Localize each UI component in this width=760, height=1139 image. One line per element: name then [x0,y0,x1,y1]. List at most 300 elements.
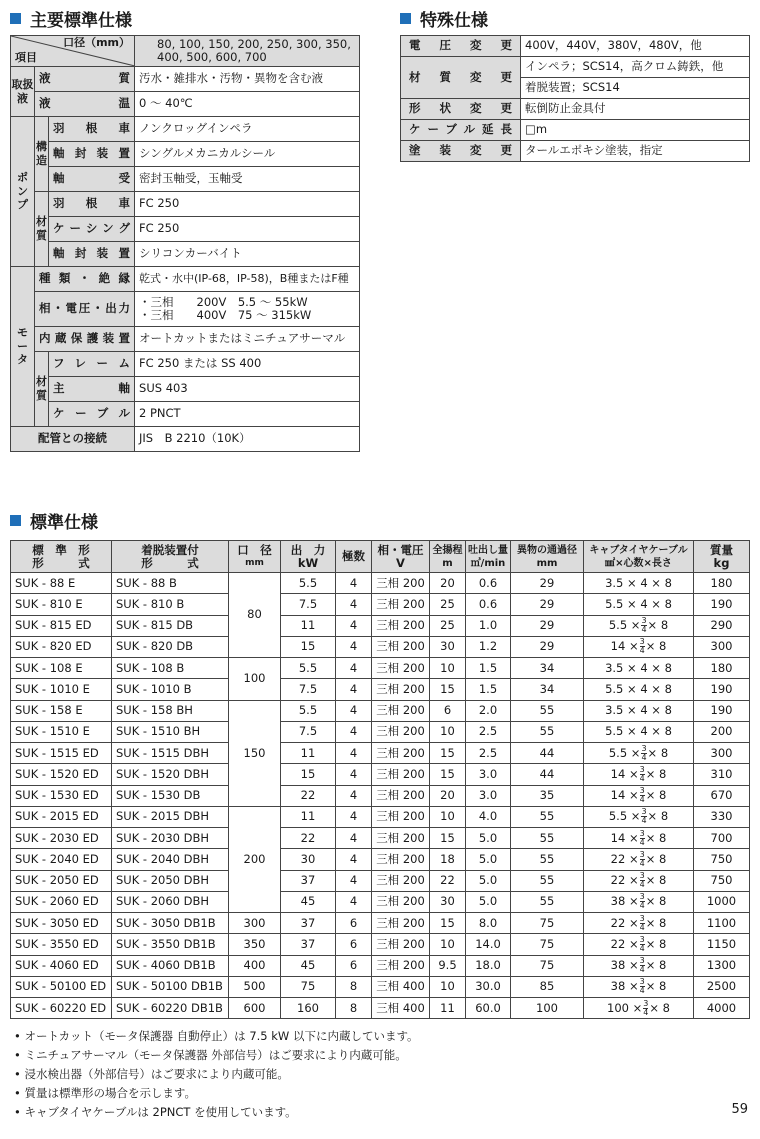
cable-size: 38 × [610,894,639,909]
cell-solid: 34 [511,679,584,700]
cell-poles: 4 [336,743,372,764]
cell-solid: 29 [511,615,584,636]
fraction-denominator: 4 [639,795,645,805]
cell-poles: 4 [336,828,372,849]
row-label-casing: ケーシング [49,217,135,242]
cell-mass: 1000 [694,891,750,912]
cell-flow: 5.0 [466,828,511,849]
cell-mass: 180 [694,658,750,679]
cell-model: SUK - 2015 ED [11,806,112,827]
cell-model: SUK - 108 E [11,658,112,679]
cell-solid: 55 [511,849,584,870]
cell-mass: 750 [694,870,750,891]
cell-model: SUK - 2030 ED [11,828,112,849]
row-label-shaft: 主軸 [49,377,135,402]
cell-cable: 3.5 × 4 × 8 [584,700,694,721]
cell-mass: 700 [694,828,750,849]
special-label-shape: 形状変更 [401,99,521,120]
cell-mass: 330 [694,806,750,827]
cell-mass: 300 [694,636,750,657]
cell-head: 15 [430,913,466,934]
fraction-numerator: 3 [641,616,647,626]
bullet-square-icon [10,13,21,24]
cell-cable: 5.5 × 4 × 8 [584,594,694,615]
cell-detach: SUK - 3550 DB1B [112,934,229,955]
cell-solid: 44 [511,764,584,785]
cell-output: 7.5 [281,679,336,700]
cable-length: × 8 [649,1000,670,1015]
cell-detach: SUK - 2050 DBH [112,870,229,891]
cell-model: SUK - 2040 ED [11,849,112,870]
fraction-denominator: 4 [641,816,647,826]
fraction-denominator: 4 [639,880,645,890]
table-row [11,785,750,806]
cell-solid: 55 [511,700,584,721]
cell-output: 5.5 [281,658,336,679]
cell-cable [584,955,694,976]
cable-fraction [640,830,645,847]
cable-size: 22 × [610,936,639,951]
cable-length: × 8 [645,915,667,930]
col-detach: 着脱装置付 形 式 [112,541,229,573]
cell-poles: 4 [336,615,372,636]
cell-head: 30 [430,636,466,657]
cell-flow: 18.0 [466,955,511,976]
cell-flow: 14.0 [466,934,511,955]
cell-bore: 400 [229,955,281,976]
cable-size: 5.5 × [608,745,641,760]
cell-poles: 4 [336,764,372,785]
row-label-phase: 相・電圧・出力 [35,292,135,327]
cell-output: 75 [281,976,336,997]
cell-poles: 4 [336,806,372,827]
fraction-denominator: 4 [639,773,645,783]
cell-detach: SUK - 88 B [112,573,229,594]
cell-flow: 5.0 [466,891,511,912]
cell-volt: 三相 200 [372,636,430,657]
table-row [11,870,750,891]
cable-size: 14 × [610,788,639,803]
cell-model: SUK - 2060 ED [11,891,112,912]
cell-flow: 4.0 [466,806,511,827]
cell-cable: 3.5 × 4 × 8 [584,658,694,679]
cell-solid: 44 [511,743,584,764]
cell-head: 15 [430,743,466,764]
cable-size: 38 × [610,958,639,973]
bullet-square-icon [400,13,411,24]
notes [14,1027,419,1122]
cell-poles: 6 [336,955,372,976]
cable-fraction [643,1000,648,1017]
special-value-material-2: 着脱装置；SCS14 [521,78,750,99]
cell-flow: 1.2 [466,636,511,657]
cell-volt: 三相 400 [372,976,430,997]
cell-flow: 5.0 [466,870,511,891]
cell-detach: SUK - 108 B [112,658,229,679]
fraction-numerator: 3 [639,849,645,859]
cell-head: 15 [430,764,466,785]
cell-head: 6 [430,700,466,721]
cell-head: 25 [430,594,466,615]
special-spec-table [400,35,750,162]
cell-volt: 三相 200 [372,594,430,615]
cell-volt: 三相 200 [372,700,430,721]
cell-cable [584,636,694,657]
cell-bore: 100 [229,658,281,701]
cell-poles: 8 [336,976,372,997]
fraction-denominator: 4 [639,965,645,975]
cable-size: 100 × [607,1000,643,1015]
cell-solid: 29 [511,573,584,594]
table-row [11,743,750,764]
cell-model: SUK - 1515 ED [11,743,112,764]
fraction-denominator: 4 [639,646,645,656]
cable-length: × 8 [645,830,667,845]
cell-output: 22 [281,785,336,806]
table-row [11,764,750,785]
fraction-denominator: 4 [639,837,645,847]
sub-material-motor: 材質 [35,352,49,427]
table-row [11,573,750,594]
special-label-voltage: 電圧変更 [401,36,521,57]
row-label-temp: 液温 [35,92,135,117]
cell-output: 11 [281,615,336,636]
fraction-denominator: 4 [641,752,647,762]
cell-solid: 55 [511,828,584,849]
cell-solid: 35 [511,785,584,806]
cell-model: SUK - 4060 ED [11,955,112,976]
col-bore: 口 径 mm [229,541,281,573]
cell-head: 20 [430,573,466,594]
cable-length: × 8 [645,766,667,781]
cell-cable: 3.5 × 4 × 8 [584,573,694,594]
cell-detach: SUK - 810 B [112,594,229,615]
fraction-numerator: 3 [639,934,645,944]
cell-output: 15 [281,636,336,657]
cell-poles: 4 [336,594,372,615]
cell-detach: SUK - 1510 BH [112,721,229,742]
fraction-denominator: 4 [641,625,647,635]
row-label-impeller-mat: 羽根車 [49,192,135,217]
cell-cable [584,998,694,1019]
cell-mass: 310 [694,764,750,785]
fraction-numerator: 3 [639,828,645,838]
cell-model: SUK - 1520 ED [11,764,112,785]
cell-head: 10 [430,976,466,997]
main-spec-table [10,35,360,452]
cable-fraction [640,851,645,868]
cell-flow: 0.6 [466,594,511,615]
cell-mass: 2500 [694,976,750,997]
cell-poles: 4 [336,870,372,891]
cell-solid: 100 [511,998,584,1019]
cell-head: 11 [430,998,466,1019]
row-value-phase: ・三相 200V 5.5 ～ 55kW ・三相 400V 75 ～ 315kW [135,292,360,327]
cell-mass: 1300 [694,955,750,976]
fraction-numerator: 3 [639,892,645,902]
cell-volt: 三相 200 [372,658,430,679]
col-head: 全揚程 m [430,541,466,573]
cell-poles: 4 [336,573,372,594]
cell-output: 7.5 [281,594,336,615]
cell-head: 10 [430,806,466,827]
cell-volt: 三相 200 [372,870,430,891]
cable-length: × 8 [647,809,669,824]
table-row [11,828,750,849]
cell-head: 10 [430,721,466,742]
cell-flow: 2.5 [466,721,511,742]
row-value-shaft: SUS 403 [135,377,360,402]
cell-bore: 600 [229,998,281,1019]
cell-solid: 85 [511,976,584,997]
cell-model: SUK - 3550 ED [11,934,112,955]
cell-mass: 190 [694,700,750,721]
main-spec-heading: 主要標準仕様 [10,6,132,31]
cell-output: 30 [281,849,336,870]
cell-mass: 290 [694,615,750,636]
fraction-numerator: 3 [639,956,645,966]
cell-cable [584,785,694,806]
cell-cable [584,615,694,636]
cell-output: 45 [281,955,336,976]
cable-length: × 8 [645,788,667,803]
col-solid: 異物の通過径 mm [511,541,584,573]
cell-poles: 4 [336,700,372,721]
cell-bore: 80 [229,573,281,658]
cell-volt: 三相 200 [372,828,430,849]
row-label-seal-mat: 軸封装置 [49,242,135,267]
cell-model: SUK - 50100 ED [11,976,112,997]
cable-length: × 8 [645,958,667,973]
cell-solid: 75 [511,955,584,976]
cell-volt: 三相 200 [372,913,430,934]
col-output: 出 力 kW [281,541,336,573]
cell-cable: 5.5 × 4 × 8 [584,679,694,700]
cell-solid: 55 [511,806,584,827]
cell-output: 11 [281,806,336,827]
note-item: • キャブタイヤケーブルは 2PNCT を使用しています。 [14,1105,297,1119]
standard-spec-heading: 標準仕様 [10,508,98,533]
cell-cable [584,976,694,997]
cell-detach: SUK - 1530 DB [112,785,229,806]
cell-output: 5.5 [281,573,336,594]
cell-output: 37 [281,913,336,934]
cell-model: SUK - 88 E [11,573,112,594]
cell-head: 9.5 [430,955,466,976]
special-label-paint: 塗装変更 [401,141,521,162]
fraction-numerator: 3 [639,977,645,987]
row-label-liquid: 液質 [35,67,135,92]
special-value-cable: □m [521,120,750,141]
cable-fraction [640,936,645,953]
cell-model: SUK - 158 E [11,700,112,721]
row-value-pipe: JIS B 2210（10K） [135,427,360,452]
note-item: • 浸水検出器（外部信号）はご要求により内蔵可能。 [14,1067,289,1081]
cell-detach: SUK - 2030 DBH [112,828,229,849]
row-label-pipe: 配管との接続 [11,427,135,452]
row-value-frame: FC 250 または SS 400 [135,352,360,377]
row-value-cable: 2 PNCT [135,402,360,427]
cell-head: 10 [430,658,466,679]
cell-output: 22 [281,828,336,849]
table-row [11,998,750,1019]
fraction-denominator: 4 [639,922,645,932]
cell-bore: 200 [229,806,281,912]
cell-bore: 150 [229,700,281,806]
caliber-values: 80, 100, 150, 200, 250, 300, 350, 400, 500, 600, 700 [135,36,360,67]
note-item: • ミニチュアサーマル（モータ保護器 外部信号）はご要求により内蔵可能。 [14,1048,407,1062]
fraction-denominator: 4 [639,986,645,996]
special-value-voltage: 400V，440V，380V，480V，他 [521,36,750,57]
fraction-numerator: 3 [641,807,647,817]
cable-fraction [641,745,646,762]
cell-detach: SUK - 2040 DBH [112,849,229,870]
cell-detach: SUK - 2060 DBH [112,891,229,912]
cell-model: SUK - 820 ED [11,636,112,657]
cell-model: SUK - 3050 ED [11,913,112,934]
fraction-denominator: 4 [639,901,645,911]
cell-head: 18 [430,849,466,870]
cable-fraction [640,957,645,974]
cell-cable [584,913,694,934]
cell-volt: 三相 400 [372,998,430,1019]
cell-model: SUK - 1510 E [11,721,112,742]
cell-poles: 4 [336,721,372,742]
cell-poles: 6 [336,934,372,955]
cell-detach: SUK - 2015 DBH [112,806,229,827]
table-row [11,636,750,657]
cell-cable: 5.5 × 4 × 8 [584,721,694,742]
col-flow: 吐出し量 ㎥/min [466,541,511,573]
cell-output: 37 [281,934,336,955]
special-value-shape: 転倒防止金具付 [521,99,750,120]
sub-material-pump: 材質 [35,192,49,267]
cable-size: 14 × [610,766,639,781]
cell-solid: 55 [511,891,584,912]
cell-flow: 30.0 [466,976,511,997]
cell-detach: SUK - 1520 DBH [112,764,229,785]
table-row [11,934,750,955]
special-spec-heading: 特殊仕様 [400,6,488,31]
cell-head: 20 [430,785,466,806]
cell-head: 10 [430,934,466,955]
note-item: • オートカット（モータ保護器 自動停止）は 7.5 kW 以下に内蔵しています。 [14,1029,419,1043]
fraction-denominator: 4 [639,858,645,868]
cell-volt: 三相 200 [372,764,430,785]
cell-mass: 1100 [694,913,750,934]
col-model: 標 準 形 形 式 [11,541,112,573]
cell-detach: SUK - 1010 B [112,679,229,700]
cell-mass: 300 [694,743,750,764]
cell-volt: 三相 200 [372,955,430,976]
cell-volt: 三相 200 [372,849,430,870]
row-label-protect: 内蔵保護装置 [35,327,135,352]
cell-flow: 8.0 [466,913,511,934]
cell-volt: 三相 200 [372,785,430,806]
cell-output: 5.5 [281,700,336,721]
cell-volt: 三相 200 [372,891,430,912]
cell-poles: 4 [336,785,372,806]
cell-flow: 3.0 [466,764,511,785]
cell-mass: 190 [694,594,750,615]
sub-structure: 構造 [35,117,49,192]
cell-solid: 55 [511,721,584,742]
cell-bore: 500 [229,976,281,997]
row-value-impeller: ノンクロッグインペラ [135,117,360,142]
cell-mass: 1150 [694,934,750,955]
cell-head: 15 [430,828,466,849]
table-row [11,594,750,615]
cell-detach: SUK - 3050 DB1B [112,913,229,934]
cell-solid: 75 [511,934,584,955]
cell-solid: 34 [511,658,584,679]
special-label-cable: ケーブル延長 [401,120,521,141]
standard-spec-table [10,540,750,1019]
cable-fraction [640,872,645,889]
cell-output: 15 [281,764,336,785]
cell-volt: 三相 200 [372,573,430,594]
cell-head: 22 [430,870,466,891]
col-cable: キャブタイヤケーブル ㎟×心数×長さ [584,541,694,573]
table-row [11,721,750,742]
row-value-impeller-mat: FC 250 [135,192,360,217]
table-row [11,658,750,679]
cable-size: 22 × [610,915,639,930]
row-value-bearing: 密封玉軸受，玉軸受 [135,167,360,192]
row-value-seal: シングルメカニカルシール [135,142,360,167]
cell-flow: 3.0 [466,785,511,806]
cell-mass: 180 [694,573,750,594]
cell-detach: SUK - 4060 DB1B [112,955,229,976]
cell-model: SUK - 1010 E [11,679,112,700]
cell-head: 15 [430,679,466,700]
cell-cable [584,828,694,849]
row-value-type: 乾式・水中(IP-68，IP-58)，B種またはF種 [135,267,360,292]
row-value-liquid: 汚水・雑排水・汚物・異物を含む液 [135,67,360,92]
row-label-type: 種類・絶縁 [35,267,135,292]
row-label-cable: ケーブル [49,402,135,427]
cell-output: 11 [281,743,336,764]
cell-flow: 60.0 [466,998,511,1019]
table-row [11,976,750,997]
cell-poles: 4 [336,679,372,700]
cell-output: 45 [281,891,336,912]
row-value-seal-mat: シリコンカーバイト [135,242,360,267]
cable-size: 38 × [610,979,639,994]
cell-output: 7.5 [281,721,336,742]
cable-length: × 8 [645,936,667,951]
row-label-bearing: 軸受 [49,167,135,192]
cable-size: 5.5 × [608,618,641,633]
cell-detach: SUK - 815 DB [112,615,229,636]
table-row [11,615,750,636]
fraction-denominator: 4 [639,943,645,953]
fraction-numerator: 3 [643,998,649,1008]
cable-fraction [641,808,646,825]
cell-detach: SUK - 60220 DB1B [112,998,229,1019]
cell-poles: 6 [336,913,372,934]
group-pump: ポンプ [11,117,35,267]
fraction-numerator: 3 [639,764,645,774]
cell-poles: 4 [336,658,372,679]
cell-model: SUK - 815 ED [11,615,112,636]
cable-fraction [641,617,646,634]
fraction-numerator: 3 [639,786,645,796]
cell-cable [584,764,694,785]
cable-fraction [640,638,645,655]
cell-flow: 1.0 [466,615,511,636]
row-value-casing: FC 250 [135,217,360,242]
